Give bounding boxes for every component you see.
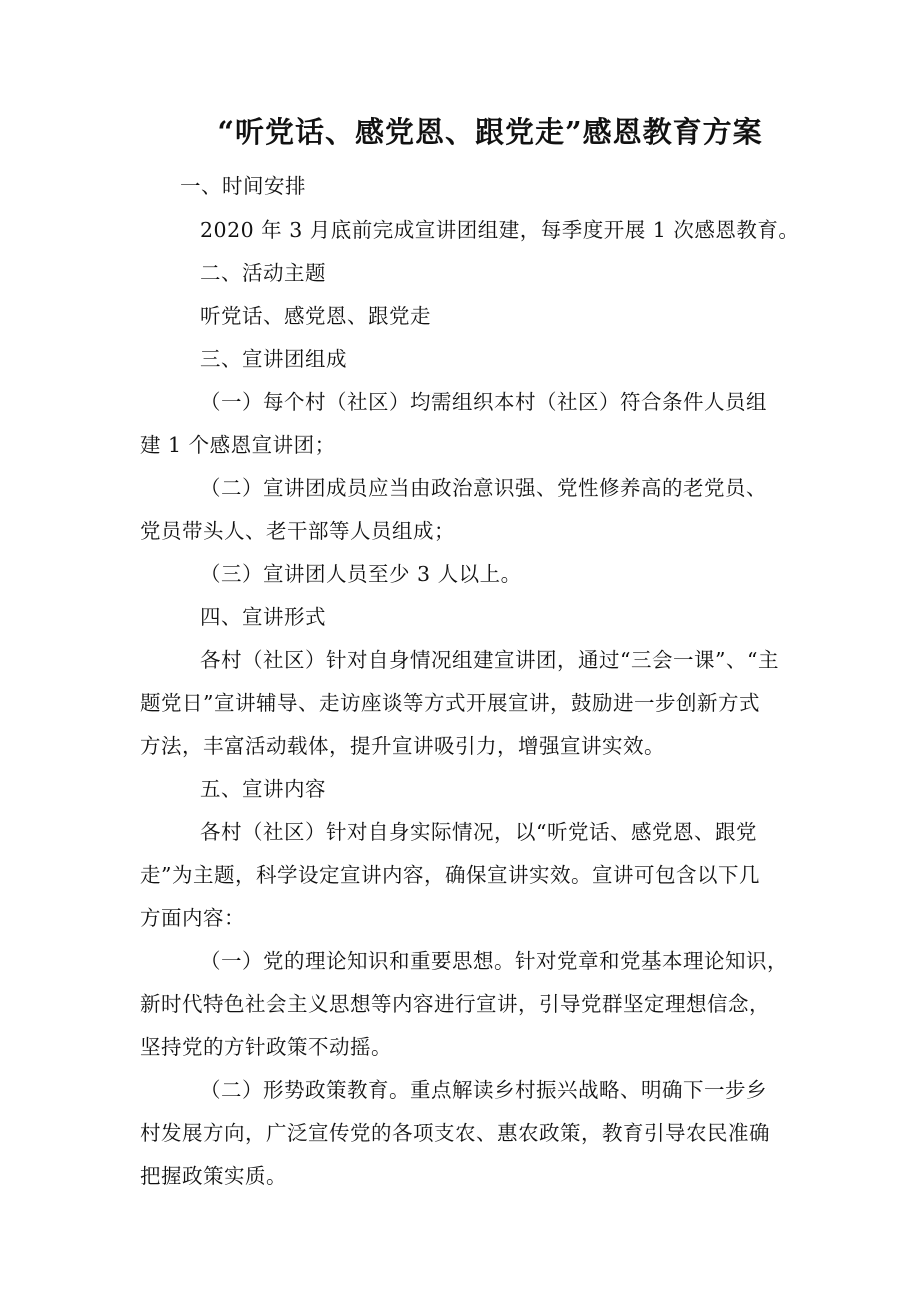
- paragraph-line: （二）形势政策教育。重点解读乡村振兴战略、明确下一步乡: [200, 1078, 767, 1102]
- paragraph-line: （二）宣讲团成员应当由政治意识强、党性修养高的老党员、: [200, 476, 767, 500]
- paragraph-line: 走”为主题，科学设定宣讲内容，确保宣讲实效。宣讲可包含以下几: [140, 863, 760, 887]
- section-heading-team: 三、宣讲团组成: [200, 347, 347, 371]
- section-heading-time: 一、时间安排: [180, 174, 306, 198]
- section-heading-content: 五、宣讲内容: [200, 777, 326, 801]
- paragraph-line: 各村（社区）针对自身情况组建宣讲团，通过“三会一课”、“主: [200, 648, 779, 672]
- paragraph-line: 方法，丰富活动载体，提升宣讲吸引力，增强宣讲实效。: [140, 734, 665, 758]
- section-heading-theme: 二、活动主题: [200, 261, 326, 285]
- paragraph-line: （一）每个村（社区）均需组织本村（社区）符合条件人员组: [200, 390, 767, 414]
- paragraph-line: 题党日”宣讲辅导、走访座谈等方式开展宣讲，鼓励进一步创新方式: [140, 691, 760, 715]
- paragraph-line: 方面内容：: [140, 906, 245, 930]
- paragraph-line: 坚持党的方针政策不动摇。: [140, 1035, 392, 1059]
- paragraph-line: 各村（社区）针对自身实际情况，以“听党话、感党恩、跟党: [200, 820, 757, 844]
- paragraph-line: 新时代特色社会主义思想等内容进行宣讲，引导党群坚定理想信念，: [140, 992, 770, 1016]
- paragraph-line: 建 1 个感恩宣讲团；: [140, 433, 336, 457]
- paragraph-line: （一）党的理论知识和重要思想。针对党章和党基本理论知识，: [200, 949, 788, 973]
- paragraph-line: 党员带头人、老干部等人员组成；: [140, 519, 455, 543]
- paragraph-line: （三）宣讲团人员至少 3 人以上。: [200, 562, 522, 586]
- section-heading-form: 四、宣讲形式: [200, 605, 326, 629]
- paragraph-line: 2020 年 3 月底前完成宣讲团组建，每季度开展 1 次感恩教育。: [200, 218, 800, 242]
- paragraph-line: 听党话、感党恩、跟党走: [200, 304, 431, 328]
- paragraph-line: 把握政策实质。: [140, 1164, 287, 1188]
- document-title: “听党话、感党恩、跟党走”感恩教育方案: [217, 115, 763, 149]
- paragraph-line: 村发展方向，广泛宣传党的各项支农、惠农政策，教育引导农民准确: [140, 1121, 770, 1145]
